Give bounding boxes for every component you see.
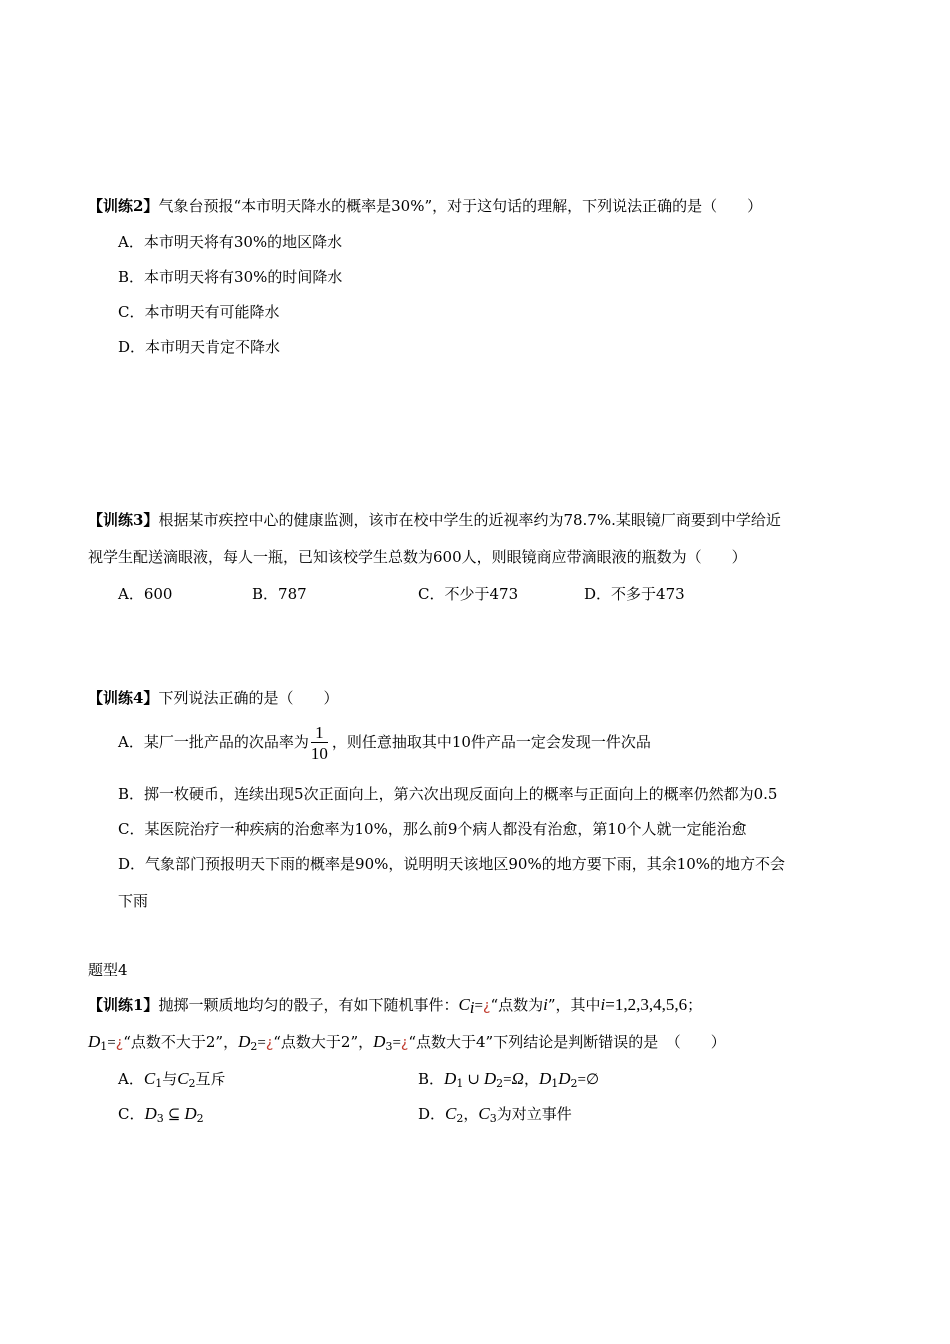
question-2-3-stem-line1 xyxy=(88,513,781,528)
quote-end: ” xyxy=(547,996,556,1014)
math-eq: = xyxy=(503,1072,512,1088)
option-c: C．本市明天有可能降水 xyxy=(118,303,280,321)
math-sub: 1 xyxy=(551,1077,559,1090)
math-c: C xyxy=(458,995,470,1014)
question-tag: 【训练2】 xyxy=(88,197,159,215)
math-i: i xyxy=(600,995,606,1014)
math-c: C xyxy=(143,1069,156,1088)
option-d-line2: 下雨 xyxy=(118,892,149,910)
question-2-2-stem xyxy=(88,199,762,214)
option-text: 互斥 xyxy=(195,1070,226,1088)
option-label: A． xyxy=(118,1070,144,1088)
math-d: D xyxy=(444,1069,457,1088)
omega-symbol: Ω xyxy=(511,1069,524,1088)
question-2-3-stem-line2: 视学生配送滴眼液，每人一瓶，已知该校学生总数为600人，则眼镜商应带滴眼液的瓶数为（ ） xyxy=(88,548,747,566)
fraction-denominator: 10 xyxy=(310,744,328,763)
option-b: B．本市明天将有30%的时间降水 xyxy=(118,268,343,286)
option-a-text-end: ，则任意抽取其中10件产品一定会发现一件次品 xyxy=(331,733,651,751)
question-4-1-stem-line1 xyxy=(88,995,703,1017)
math-c: C xyxy=(177,1069,189,1088)
option-d xyxy=(418,1104,572,1125)
question-tag: 【训练4】 xyxy=(88,689,159,707)
math-sub: 3 xyxy=(489,1112,497,1125)
math-sub: 1 xyxy=(155,1077,163,1090)
option-a-text: A．某厂一批产品的次品率为 xyxy=(118,733,309,751)
event-d1-text: “点数不大于2”， xyxy=(123,1033,239,1051)
option-b xyxy=(418,1070,599,1088)
question-4-1-stem-line2 xyxy=(88,1033,726,1051)
math-sub: 2 xyxy=(570,1077,578,1090)
quote-text: “点数为 xyxy=(490,996,544,1014)
math-sub: 2 xyxy=(250,1040,258,1053)
math-d: D xyxy=(373,1032,386,1051)
option-b: B．787 xyxy=(252,585,307,603)
garbled-char: ¿ xyxy=(115,1035,124,1051)
math-d: D xyxy=(538,1069,552,1088)
union-symbol: ∪ xyxy=(467,1072,480,1088)
math-eq: = xyxy=(107,1035,116,1051)
option-d: D．不多于473 xyxy=(584,585,685,603)
option-a xyxy=(118,724,651,762)
option-b: B．掷一枚硬币，连续出现5次正面向上，第六次出现反面向上的概率与正面向上的概率仍然都为0.5 xyxy=(118,785,778,803)
math-d: D xyxy=(483,1069,497,1088)
option-a xyxy=(118,1069,226,1090)
option-text: 为对立事件 xyxy=(496,1105,572,1123)
math-sub: 1 xyxy=(456,1077,464,1090)
math-sub: 3 xyxy=(385,1040,393,1053)
math-sub: 2 xyxy=(456,1112,464,1125)
math-sub: 1 xyxy=(100,1040,108,1053)
semicolon: ； xyxy=(687,996,703,1014)
math-sub: 2 xyxy=(188,1077,196,1090)
garbled-char: ¿ xyxy=(400,1035,409,1051)
subset-symbol: ⊆ xyxy=(167,1107,181,1123)
fraction xyxy=(311,724,328,762)
math-values: =1,2,3,4,5,6 xyxy=(605,995,688,1014)
comma: ， xyxy=(523,1070,539,1088)
math-sub-i: i xyxy=(469,998,475,1017)
math-d: D xyxy=(88,1032,101,1051)
garbled-char: ¿ xyxy=(483,998,491,1014)
option-c: C．不少于473 xyxy=(418,585,519,603)
math-c: C xyxy=(445,1104,457,1123)
math-eq: = xyxy=(257,1035,266,1051)
option-label: C． xyxy=(118,1105,145,1123)
question-text: 根据某市疾控中心的健康监测，该市在校中学生的近视率约为78.7%.某眼镜厂商要到中学给近 xyxy=(158,511,781,529)
option-d-line1: D．气象部门预报明天下雨的概率是90%，说明明天该地区90%的地方要下雨，其余10%的地方不会 xyxy=(118,855,786,873)
question-text: 抛掷一颗质地均匀的骰子，有如下随机事件： xyxy=(158,996,459,1014)
option-label: D． xyxy=(418,1105,446,1123)
option-label: B． xyxy=(418,1070,445,1088)
option-c: C．某医院治疗一种疾病的治愈率为10%，那么前9个病人都没有治愈，第10个人就一定能治愈 xyxy=(118,820,747,838)
question-text: 下列说法正确的是（ ） xyxy=(158,689,339,707)
option-c xyxy=(118,1105,204,1123)
empty-set-symbol: ∅ xyxy=(585,1072,600,1088)
fraction-numerator: 1 xyxy=(311,724,328,743)
math-eq: = xyxy=(392,1035,401,1051)
event-d3-text: “点数大于4”下列结论是判断错误的是 （ ） xyxy=(408,1033,726,1051)
question-2-4-stem xyxy=(88,691,338,706)
comma: ， xyxy=(463,1105,479,1123)
garbled-char: ¿ xyxy=(265,1035,274,1051)
math-d: D xyxy=(238,1032,251,1051)
math-i: i xyxy=(543,995,548,1014)
math-eq: = xyxy=(577,1072,586,1088)
math-sub: 2 xyxy=(496,1077,504,1090)
event-d2-text: “点数大于2”， xyxy=(273,1033,374,1051)
section-title: 题型4 xyxy=(88,961,128,979)
question-text: 气象台预报“本市明天降水的概率是30%”，对于这句话的理解，下列说法正确的是（ ） xyxy=(158,197,763,215)
math-c: C xyxy=(478,1104,490,1123)
question-tag: 【训练3】 xyxy=(88,511,159,529)
option-a: A．本市明天将有30%的地区降水 xyxy=(118,233,343,251)
math-d: D xyxy=(144,1104,157,1123)
math-d: D xyxy=(184,1104,197,1123)
option-text: 与 xyxy=(162,1070,178,1088)
question-tag: 【训练1】 xyxy=(88,996,159,1014)
question-text-mid: ，其中 xyxy=(555,996,601,1014)
math-d: D xyxy=(558,1069,571,1088)
option-d: D．本市明天肯定不降水 xyxy=(118,338,281,356)
math-sub: 3 xyxy=(156,1112,164,1125)
option-a: A．600 xyxy=(118,585,173,603)
math-sub: 2 xyxy=(196,1112,204,1125)
math-eq: = xyxy=(474,998,483,1014)
